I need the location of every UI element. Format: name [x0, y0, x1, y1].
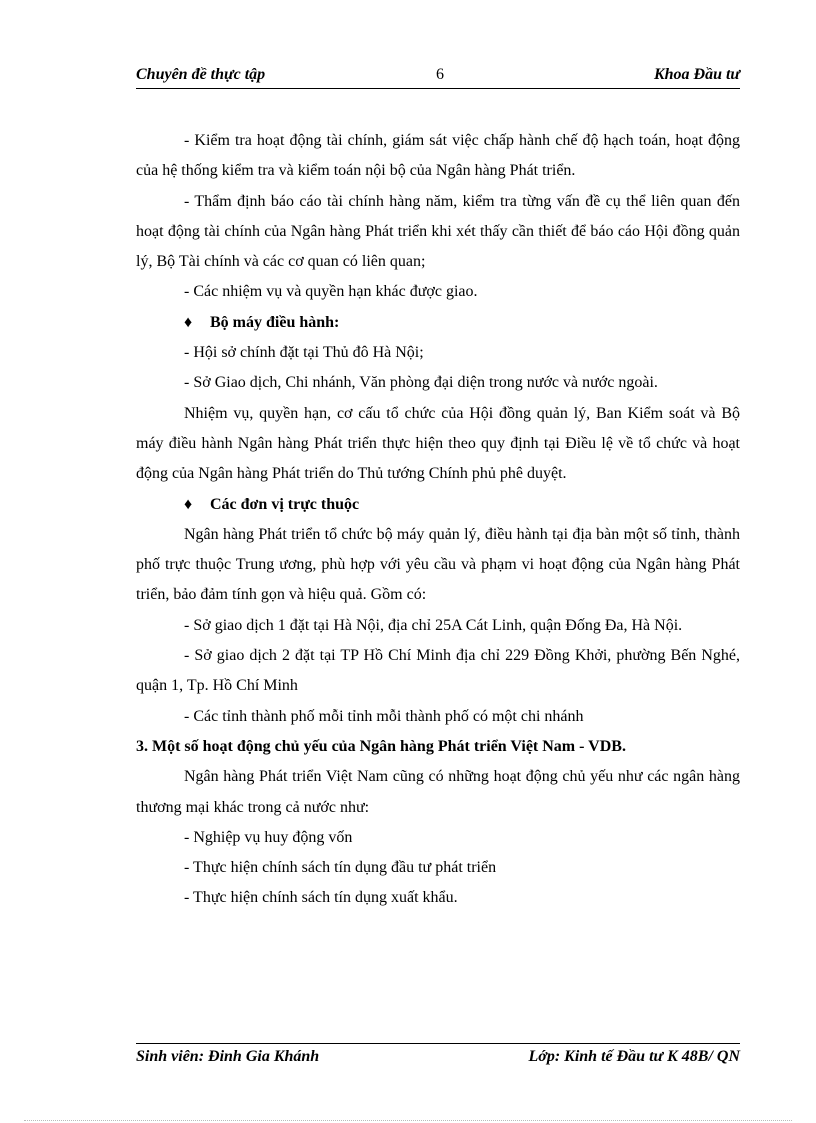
- page-header: [136, 64, 740, 89]
- document-body: [136, 126, 740, 914]
- page-edge-divider: [24, 1120, 792, 1121]
- paragraph: - Hội sở chính đặt tại Thủ đô Hà Nội;: [184, 344, 424, 362]
- paragraph: - Sở Giao dịch, Chi nhánh, Văn phòng đại diện trong nước và nước ngoài.: [184, 374, 658, 392]
- paragraph: - Các nhiệm vụ và quyền hạn khác được giao.: [184, 283, 478, 301]
- footer-class: Lớp: Kinh tế Đầu tư K 48B/ QN: [528, 1048, 740, 1065]
- paragraph: - Sở giao dịch 1 đặt tại Hà Nội, địa chỉ 25A Cát Linh, quận Đống Đa, Hà Nội.: [184, 616, 683, 634]
- diamond-bullet-icon: ♦: [184, 313, 193, 331]
- bullet-heading-text: Các đơn vị trực thuộc: [210, 495, 360, 513]
- paragraph: - Thực hiện chính sách tín dụng xuất khẩu.: [184, 889, 458, 907]
- paragraph: - Các tỉnh thành phố mỗi tỉnh mỗi thành phố có một chi nhánh: [184, 707, 584, 725]
- page-number: 6: [436, 66, 444, 83]
- paragraph: - Kiểm tra hoạt động tài chính, giám sát việc chấp hành chế độ hạch toán, hoạt động của hệ thống kiểm tra và kiểm toán nội bộ của Ngân hàng Phát triển.: [136, 132, 740, 180]
- paragraph: Ngân hàng Phát triển Việt Nam cũng có những hoạt động chủ yếu như các ngân hàng thương mại khác trong cả nước như:: [136, 768, 740, 816]
- page-footer: [136, 1043, 740, 1068]
- paragraph: - Thực hiện chính sách tín dụng đầu tư phát triển: [184, 859, 497, 877]
- bullet-heading-text: Bộ máy điều hành:: [210, 313, 340, 331]
- bullet-heading: [136, 490, 740, 520]
- paragraph: - Nghiệp vụ huy động vốn: [184, 828, 353, 846]
- diamond-bullet-icon: ♦: [184, 495, 193, 513]
- header-title: Chuyên đề thực tập: [136, 66, 266, 83]
- paragraph: - Thẩm định báo cáo tài chính hàng năm, kiểm tra từng vấn đề cụ thể liên quan đến hoạt động tài chính của Ngân hàng Phát triển khi xét thấy cần thiết để báo cáo Hội đồng quản lý, Bộ Tài chính và các cơ quan có liên quan;: [136, 192, 740, 271]
- paragraph: Ngân hàng Phát triển tổ chức bộ máy quản lý, điều hành tại địa bàn một số tỉnh, thành phố trực thuộc Trung ương, phù hợp với yêu cầu và phạm vi hoạt động của Ngân hàng Phát triển, bảo đảm tính gọn và hiệu quả. Gồm có:: [136, 525, 740, 604]
- paragraph: - Sở giao dịch 2 đặt tại TP Hồ Chí Minh địa chỉ 229 Đồng Khởi, phường Bến Nghé, quận 1, Tp. Hồ Chí Minh: [136, 647, 740, 695]
- bullet-heading: [136, 308, 740, 338]
- header-department: Khoa Đầu tư: [653, 66, 740, 83]
- paragraph: Nhiệm vụ, quyền hạn, cơ cấu tổ chức của Hội đồng quản lý, Ban Kiểm soát và Bộ máy điều hành Ngân hàng Phát triển thực hiện theo quy định tại Điều lệ về tổ chức và hoạt động của Ngân hàng Phát triển do Thủ tướng Chính phủ phê duyệt.: [136, 404, 740, 483]
- section-heading: 3. Một số hoạt động chủ yếu của Ngân hàng Phát triển Việt Nam - VDB.: [136, 737, 626, 755]
- footer-student: Sinh viên: Đinh Gia Khánh: [136, 1048, 320, 1065]
